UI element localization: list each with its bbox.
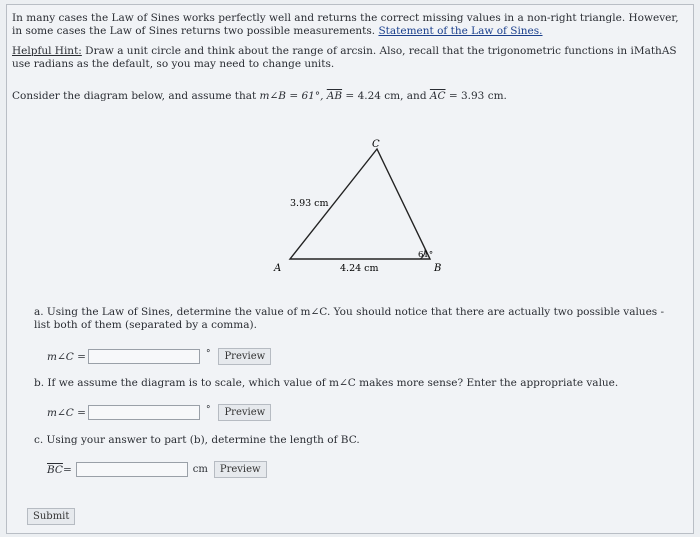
- part-c-answer-row: [47, 461, 267, 478]
- part-c-input[interactable]: [76, 462, 188, 477]
- intro-body: In many cases the Law of Sines works perfectly well and returns the correct missing values in a non-right triangle. However, in some cases the Law of Sines returns two possible measurements.: [12, 12, 679, 37]
- part-c-preview-button[interactable]: Preview: [214, 461, 267, 478]
- intro-text: [12, 12, 688, 38]
- part-a-unit: °: [205, 348, 211, 359]
- vertex-c-label: C: [372, 139, 380, 150]
- triangle-diagram: [260, 135, 460, 280]
- law-of-sines-link[interactable]: Statement of the Law of Sines.: [378, 25, 543, 37]
- part-a-label: m∠C =: [47, 350, 86, 363]
- part-c-eq: =: [62, 463, 72, 476]
- part-a-preview-button[interactable]: Preview: [218, 348, 271, 365]
- consider-angle: m∠B = 61°,: [259, 90, 327, 102]
- part-b-preview-button[interactable]: Preview: [218, 404, 271, 421]
- consider-text: [12, 90, 688, 103]
- part-b-unit: °: [205, 404, 211, 415]
- part-c-text: c. Using your answer to part (b), determine the length of BC.: [34, 434, 360, 446]
- part-b-answer-row: [47, 404, 271, 421]
- part-c-unit: cm: [192, 464, 208, 475]
- consider-prefix: Consider the diagram below, and assume that: [12, 90, 260, 102]
- hint-text: [12, 45, 688, 71]
- vertex-a-label: A: [274, 263, 282, 274]
- hint-body: Draw a unit circle and think about the range of arcsin. Also, recall that the trigonometric functions in iMathAS use radians as the default, so you may need to change units.: [12, 45, 677, 70]
- part-a-text: a. Using the Law of Sines, determine the value of m∠C. You should notice that there are actually two possible values - list both of them (separated by a comma).: [34, 306, 665, 331]
- consider-ab: $\overline{AB}$: [326, 90, 343, 102]
- part-a-answer-row: [47, 348, 271, 365]
- part-a-input[interactable]: [88, 349, 200, 364]
- part-c-label: $\overline{BC}$: [47, 463, 63, 476]
- angle-b-label: 61°: [418, 250, 434, 260]
- part-b-input[interactable]: [88, 405, 200, 420]
- consider-ab-value: = 4.24 cm, and: [342, 90, 430, 102]
- hint-label: Helpful Hint:: [12, 45, 82, 57]
- part-b-label: m∠C =: [47, 406, 86, 419]
- vertex-b-label: B: [434, 263, 442, 274]
- side-ab-label: 4.24 cm: [340, 263, 379, 274]
- submit-button[interactable]: Submit: [27, 508, 75, 525]
- part-b-text: b. If we assume the diagram is to scale, which value of m∠C makes more sense? Enter the appropriate value.: [34, 377, 619, 389]
- consider-ac: $\overline{AC}$: [429, 90, 446, 102]
- side-ac-label: 3.93 cm: [290, 198, 329, 209]
- consider-ac-value: = 3.93 cm.: [445, 90, 507, 102]
